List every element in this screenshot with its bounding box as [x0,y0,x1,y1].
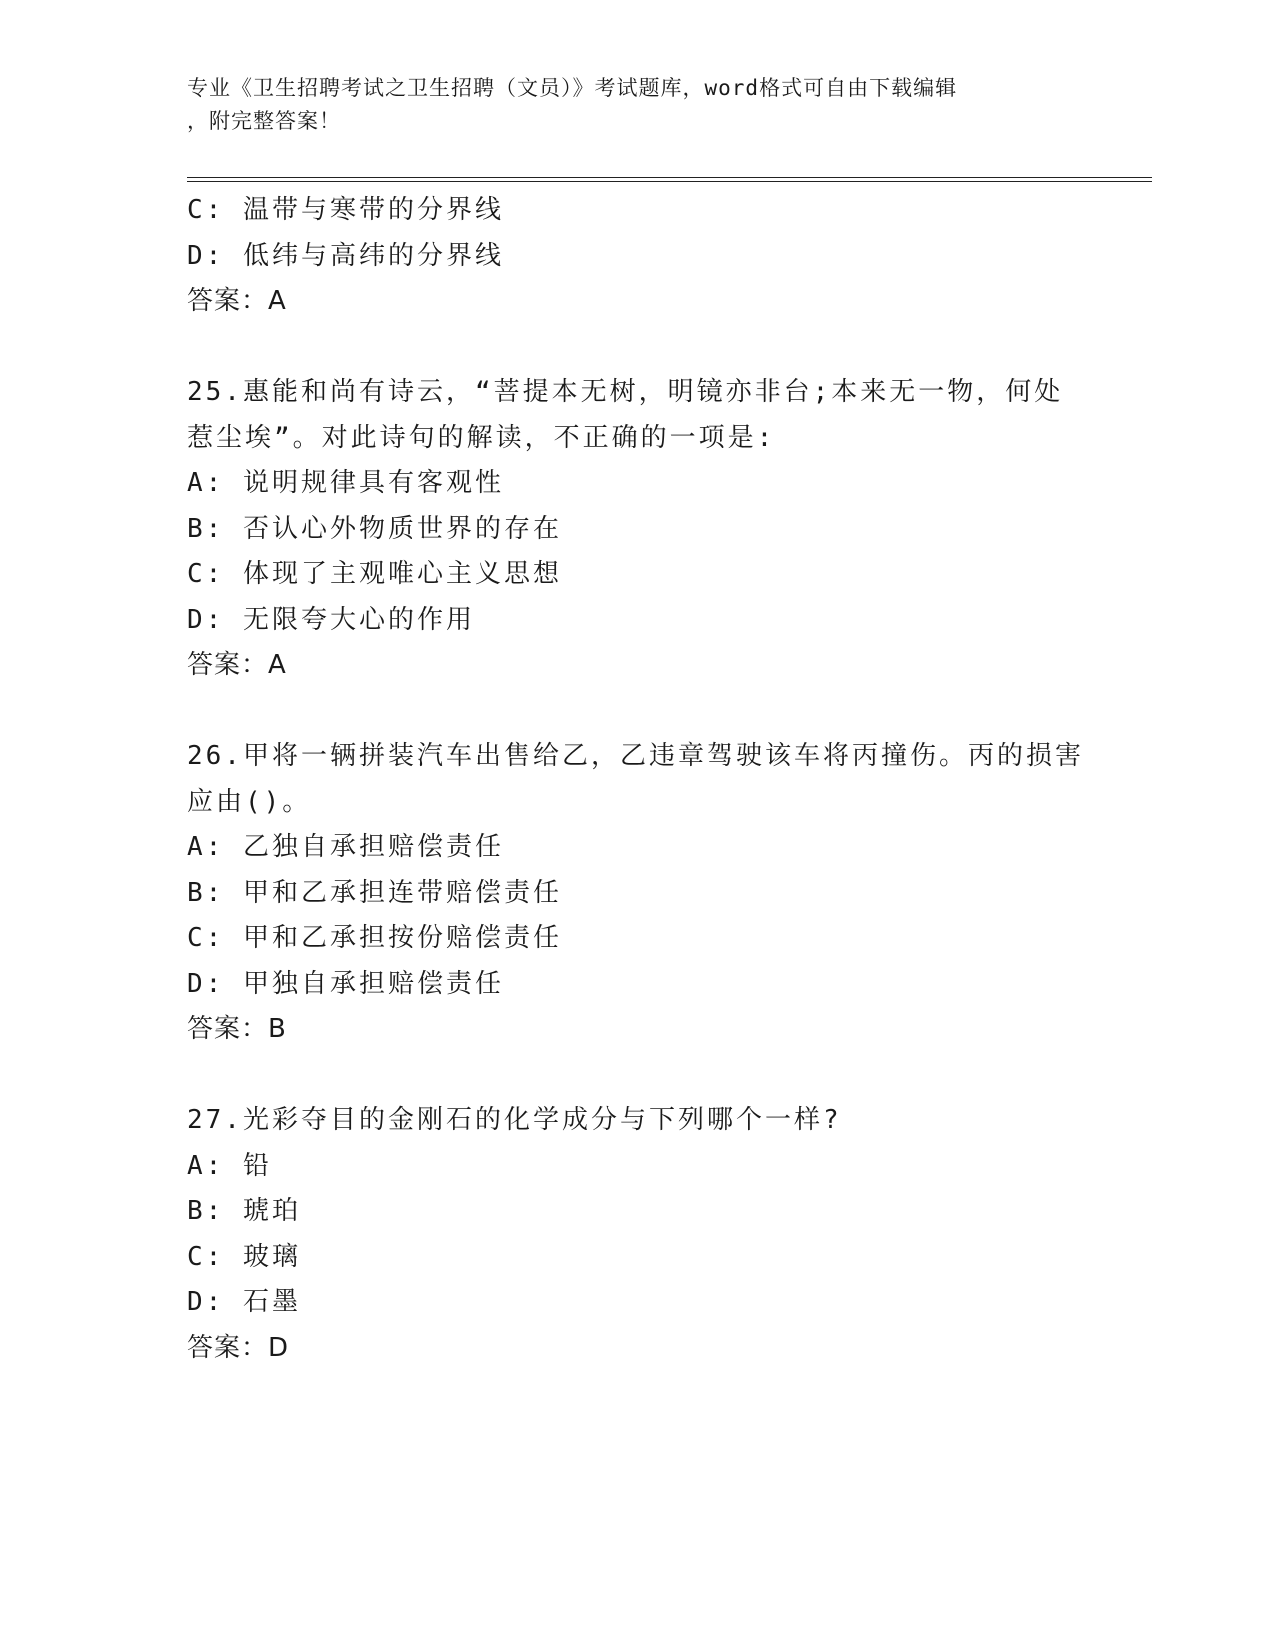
option-b: B: 否认心外物质世界的存在 [187,513,562,544]
option-b: B: 琥珀 [187,1196,301,1226]
header-divider-top [187,177,1152,178]
answer-line: 答案：B [187,1014,287,1044]
question-text: 惹尘埃”。对此诗句的解读，不正确的一项是: [187,422,776,453]
header-divider-bottom [187,181,1152,182]
answer-line: 答案：D [187,1332,290,1363]
option-c: C: 甲和乙承担按份赔偿责任 [187,923,562,953]
option-a: A: 乙独自承担赔偿责任 [187,832,504,862]
question-24-remainder [187,188,1067,325]
option-c: C: 温带与寒带的分界线 [187,195,504,225]
question-25 [187,370,1067,689]
spacer [187,1053,1067,1099]
question-text: 25.惠能和尚有诗云，“菩提本无树，明镜亦非台;本来无一物，何处 [187,377,1064,407]
option-d: D: 低纬与高纬的分界线 [187,240,504,271]
spacer [187,325,1067,371]
option-d: D: 甲独自承担赔偿责任 [187,968,504,999]
option-c: C: 体现了主观唯心主义思想 [187,559,562,589]
option-d: D: 石墨 [187,1287,301,1317]
option-a: A: 说明规律具有客观性 [187,468,504,498]
option-d: D: 无限夸大心的作用 [187,604,475,635]
question-text: 27.光彩夺目的金刚石的化学成分与下列哪个一样? [187,1105,842,1135]
question-text: 应由()。 [187,786,312,817]
question-list [187,188,1084,1371]
option-b: B: 甲和乙承担连带赔偿责任 [187,877,562,908]
spacer [187,689,1067,735]
question-text: 26.甲将一辆拼装汽车出售给乙，乙违章驾驶该车将丙撞伤。丙的损害 [187,741,1084,771]
question-26 [187,734,1084,1053]
answer-line: 答案：A [187,286,287,316]
answer-line: 答案：A [187,650,287,680]
header-line-1: 专业《卫生招聘考试之卫生招聘（文员）》考试题库，word格式可自由下载编辑 [187,76,958,100]
option-a: A: 铅 [187,1150,272,1181]
option-c: C: 玻璃 [187,1241,301,1272]
header-line-2: ，附完整答案！ [187,109,341,133]
question-27 [187,1098,1067,1371]
document-header [187,72,1067,138]
